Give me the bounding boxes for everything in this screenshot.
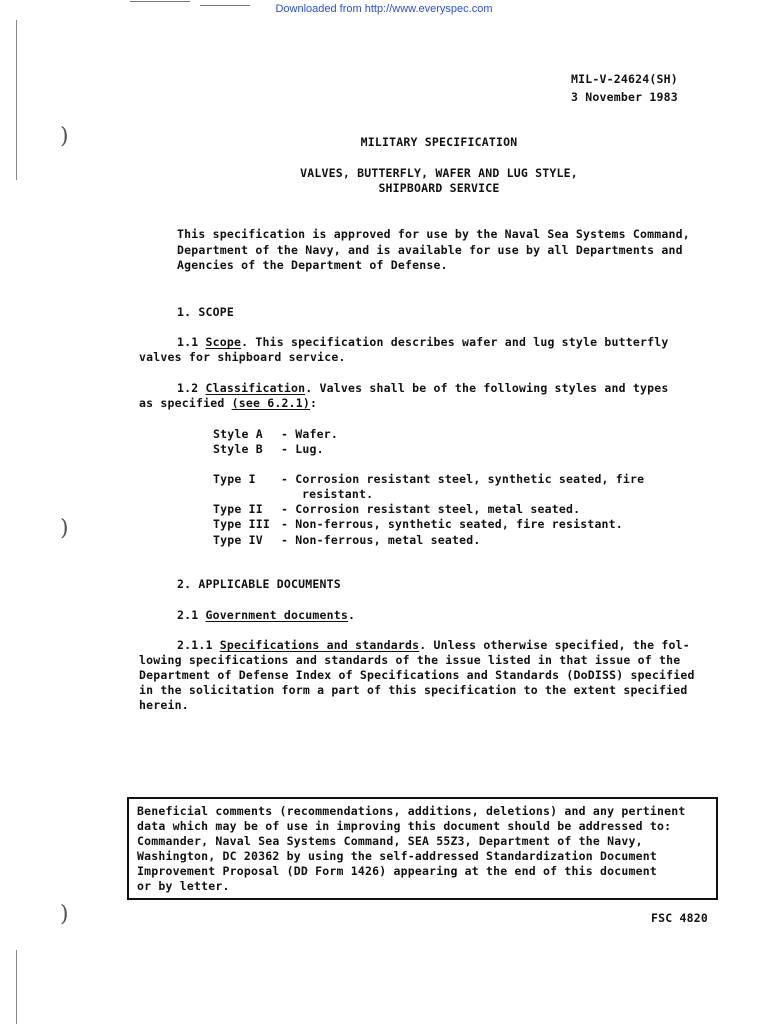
paragraph-number: 1.2 (177, 381, 199, 395)
type-ii-desc: - Corrosion resistant steel, metal seated. (281, 502, 581, 516)
binder-edge (16, 20, 17, 180)
type-i-desc-cont: resistant. (302, 487, 374, 501)
scan-line (130, 1, 190, 2)
binder-edge (16, 950, 17, 1024)
paragraph-text: : (309, 396, 318, 410)
notice-line: Improvement Proposal (DD Form 1426) appearing at the end of this document (137, 864, 658, 878)
paragraph-title: Scope (205, 335, 242, 349)
paragraph-2-1-1-line1 (177, 638, 690, 653)
style-a-desc: - Wafer. (281, 427, 338, 441)
binder-hole-mark: ) (60, 516, 69, 541)
type-i-label: Type I (213, 472, 256, 486)
type-iii-label: Type III (213, 517, 270, 531)
binder-hole-mark: ) (60, 124, 69, 149)
spec-subject-line1: VALVES, BUTTERFLY, WAFER AND LUG STYLE, (300, 166, 578, 180)
paragraph-1-1-line1 (177, 335, 669, 350)
document-date: 3 November 1983 (571, 90, 678, 104)
cross-reference: (see 6.2.1) (231, 396, 310, 410)
beneficial-comments-notice (127, 797, 718, 900)
paragraph-number: 2.1 (177, 608, 199, 622)
paragraph-2-1 (177, 608, 355, 623)
style-b-label: Style B (213, 442, 263, 456)
paragraph-1-1-line2: valves for shipboard service. (139, 350, 346, 364)
paragraph-text: . Unless otherwise specified, the fol- (419, 638, 690, 652)
document-id: MIL-V-24624(SH) (571, 72, 678, 86)
approval-line2: Department of the Navy, and is available for use by all Departments and (177, 243, 683, 257)
approval-line1: This specification is approved for use by the Naval Sea Systems Command, (177, 227, 690, 241)
paragraph-2-1-1-line3: Department of Defense Index of Specifications and Standards (DoDISS) specified (139, 668, 695, 682)
notice-line: data which may be of use in improving this document should be addressed to: (137, 819, 672, 833)
paragraph-title: Specifications and standards (219, 638, 420, 652)
paragraph-text: as specified (139, 396, 232, 410)
approval-line3: Agencies of the Department of Defense. (177, 258, 448, 272)
type-iii-desc: - Non-ferrous, synthetic seated, fire resistant. (281, 517, 623, 531)
style-b-desc: - Lug. (281, 442, 324, 456)
fsc-code: FSC 4820 (651, 911, 708, 925)
type-i-desc: - Corrosion resistant steel, synthetic seated, fire (281, 472, 645, 486)
paragraph-2-1-1-line4: in the solicitation form a part of this specification to the extent specified (139, 683, 688, 697)
style-a-label: Style A (213, 427, 263, 441)
paragraph-1-2-line2 (139, 396, 317, 411)
notice-line: Beneficial comments (recommendations, additions, deletions) and any pertinent (137, 804, 686, 818)
binder-hole-mark: ) (60, 902, 69, 927)
notice-line: Commander, Naval Sea Systems Command, SEA 55Z3, Department of the Navy, (137, 834, 643, 848)
notice-line: or by letter. (137, 879, 230, 893)
paragraph-title: Government documents (205, 608, 348, 622)
type-ii-label: Type II (213, 502, 263, 516)
paragraph-number: 2.1.1 (177, 638, 213, 652)
paragraph-2-1-1-line2: lowing specifications and standards of the issue listed in that issue of the (139, 653, 681, 667)
paragraph-1-2-line1 (177, 381, 669, 396)
spec-subject-line2: SHIPBOARD SERVICE (378, 181, 500, 195)
type-iv-desc: - Non-ferrous, metal seated. (281, 533, 481, 547)
spec-heading: MILITARY SPECIFICATION (360, 135, 518, 149)
paragraph-number: 1.1 (177, 335, 199, 349)
download-banner[interactable]: Downloaded from http://www.everyspec.com (275, 3, 493, 15)
section-heading-applicable-documents: 2. APPLICABLE DOCUMENTS (177, 577, 341, 591)
paragraph-text: . This specification describes wafer and lug style butterfly (241, 335, 669, 349)
paragraph-title: Classification (205, 381, 306, 395)
paragraph-2-1-1-line5: herein. (139, 698, 189, 712)
paragraph-text: . Valves shall be of the following styles and types (305, 381, 669, 395)
notice-line: Washington, DC 20362 by using the self-addressed Standardization Document (137, 849, 658, 863)
type-iv-label: Type IV (213, 533, 263, 547)
paragraph-text: . (347, 608, 356, 622)
section-heading-scope: 1. SCOPE (177, 305, 234, 319)
